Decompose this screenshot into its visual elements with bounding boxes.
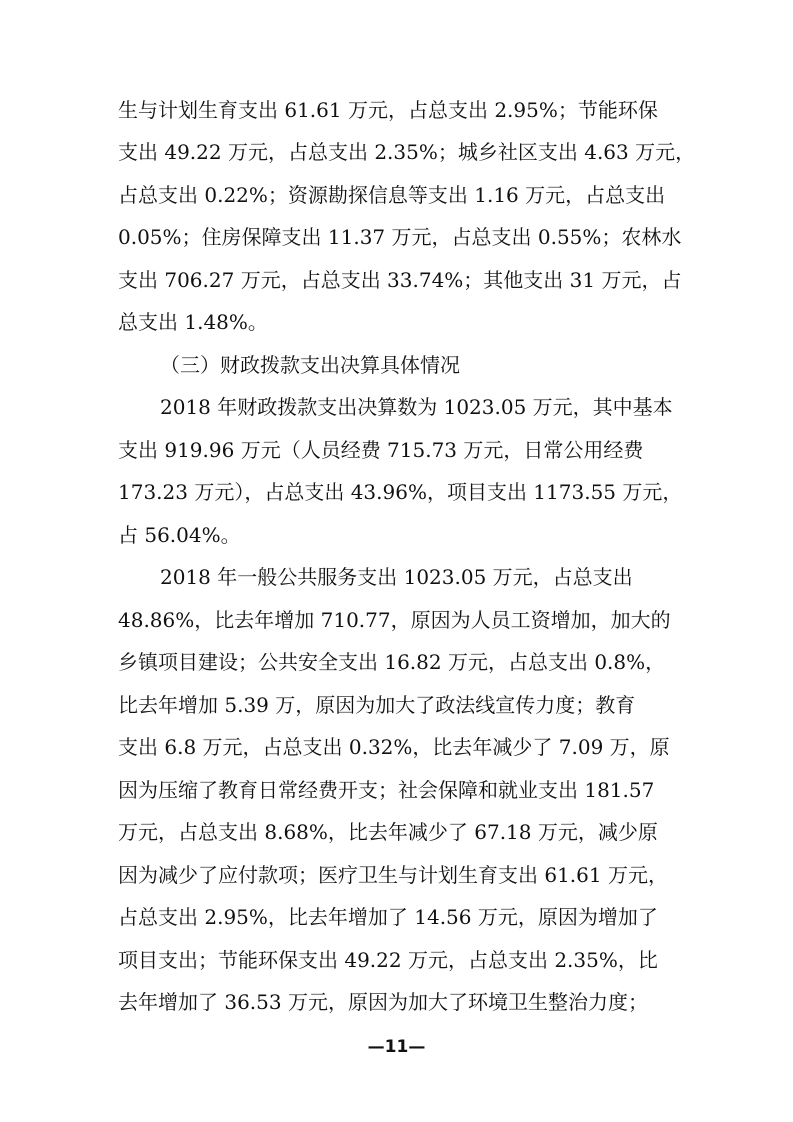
text-line: 2018 年一般公共服务支出 1023.05 万元，占总支出 xyxy=(160,565,633,589)
text-line: 占 56.04%。 xyxy=(118,523,241,547)
text-line: 总支出 1.48%。 xyxy=(118,310,268,334)
text-line: 支出 49.22 万元，占总支出 2.35%；城乡社区支出 4.63 万元， xyxy=(118,140,696,164)
text-line: 生与计划生育支出 61.61 万元，占总支出 2.95%；节能环保 xyxy=(118,98,658,122)
text-line: 支出 706.27 万元，占总支出 33.74%；其他支出 31 万元，占 xyxy=(118,268,682,292)
text-line: 因为压缩了教育日常经费开支；社会保障和就业支出 181.57 xyxy=(118,778,655,802)
text-line: 占总支出 0.22%；资源勘探信息等支出 1.16 万元，占总支出 xyxy=(118,183,666,207)
text-line: 去年增加了 36.53 万元，原因为加大了环境卫生整治力度； xyxy=(118,990,648,1014)
text-line: 支出 919.96 万元（人员经费 715.73 万元，日常公用经费 xyxy=(118,438,644,462)
section-heading: （三）财政拨款支出决算具体情况 xyxy=(160,353,460,377)
text-line: 占总支出 2.95%，比去年增加了 14.56 万元，原因为增加了 xyxy=(118,905,658,929)
text-line: 乡镇项目建设；公共安全支出 16.82 万元，占总支出 0.8%， xyxy=(118,650,666,674)
text-line: 因为减少了应付款项；医疗卫生与计划生育支出 61.61 万元， xyxy=(118,863,668,887)
text-line: 48.86%，比去年增加 710.77，原因为人员工资增加，加大的 xyxy=(118,608,671,632)
text-line: 支出 6.8 万元，占总支出 0.32%，比去年减少了 7.09 万，原 xyxy=(118,735,670,759)
text-line: 比去年增加 5.39 万，原因为加大了政法线宣传力度；教育 xyxy=(118,693,636,717)
text-line: 0.05%；住房保障支出 11.37 万元，占总支出 0.55%；农林水 xyxy=(118,225,682,249)
text-line: 2018 年财政拨款支出决算数为 1023.05 万元，其中基本 xyxy=(160,395,673,419)
page-number: —11— xyxy=(367,1037,426,1057)
text-line: 项目支出；节能环保支出 49.22 万元，占总支出 2.35%，比 xyxy=(118,948,658,972)
text-line: 173.23 万元），占总支出 43.96%，项目支出 1173.55 万元， xyxy=(118,480,683,504)
text-line: 万元，占总支出 8.68%，比去年减少了 67.18 万元，减少原 xyxy=(118,820,658,844)
